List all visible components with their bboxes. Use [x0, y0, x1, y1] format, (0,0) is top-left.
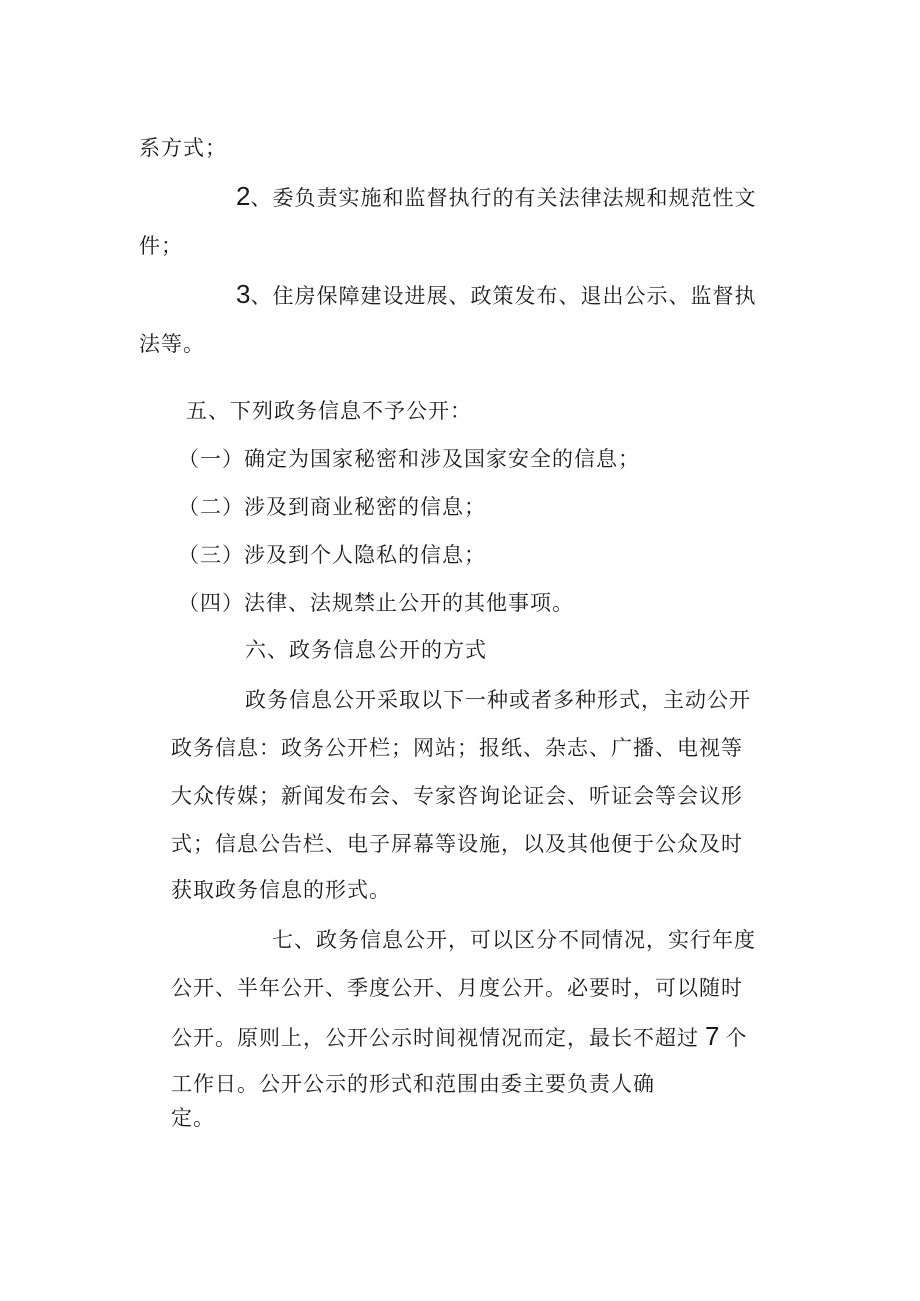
list-item: （四）法律、法规禁止公开的其他事项。: [178, 591, 574, 615]
text-line: 七、政务信息公开，可以区分不同情况，实行年度: [272, 928, 756, 952]
text-line: 政务信息：政务公开栏；网站；报纸、杂志、广播、电视等: [171, 736, 743, 760]
item-text: 、住房保障建设进展、政策发布、退出公示、监督执: [250, 284, 757, 308]
text-line: 获取政务信息的形式。: [171, 878, 391, 902]
text-line: 大众传媒；新闻发布会、专家咨询论证会、听证会等会议形: [171, 784, 743, 808]
text-line: 件；: [139, 234, 183, 258]
list-item: （一）确定为国家秘密和涉及国家安全的信息；: [178, 447, 640, 471]
item-text: 、委负责实施和监督执行的有关法律法规和规范性文: [250, 186, 757, 210]
text-line: 系方式；: [139, 136, 227, 160]
text-line: 法等。: [139, 332, 205, 356]
text-line: 工作日。公开公示的形式和范围由委主要负责人确: [171, 1072, 655, 1096]
text-line: 公开、半年公开、季度公开、月度公开。必要时，可以随时: [171, 976, 743, 1000]
section-heading: 五、下列政务信息不予公开：: [186, 399, 472, 423]
text-line: [171, 1022, 747, 1052]
section-heading: 六、政务信息公开的方式: [245, 638, 487, 662]
list-item: （三）涉及到个人隐私的信息；: [178, 543, 486, 567]
item-number: 2: [236, 181, 251, 211]
list-item-3: [236, 280, 756, 310]
list-item-2: [236, 182, 756, 212]
text-line: 政务信息公开采取以下一种或者多种形式，主动公开: [245, 688, 751, 712]
list-item: （二）涉及到商业秘密的信息；: [178, 495, 486, 519]
item-number: 3: [236, 279, 251, 309]
text-fragment: 个: [725, 1026, 748, 1050]
text-line: 式；信息公告栏、电子屏幕等设施，以及其他便于公众及时: [171, 832, 743, 856]
number-value: 7: [705, 1021, 720, 1051]
text-fragment: 公开。原则上，公开公示时间视情况而定，最长不超过: [171, 1026, 699, 1050]
text-line: 定。: [171, 1106, 215, 1130]
